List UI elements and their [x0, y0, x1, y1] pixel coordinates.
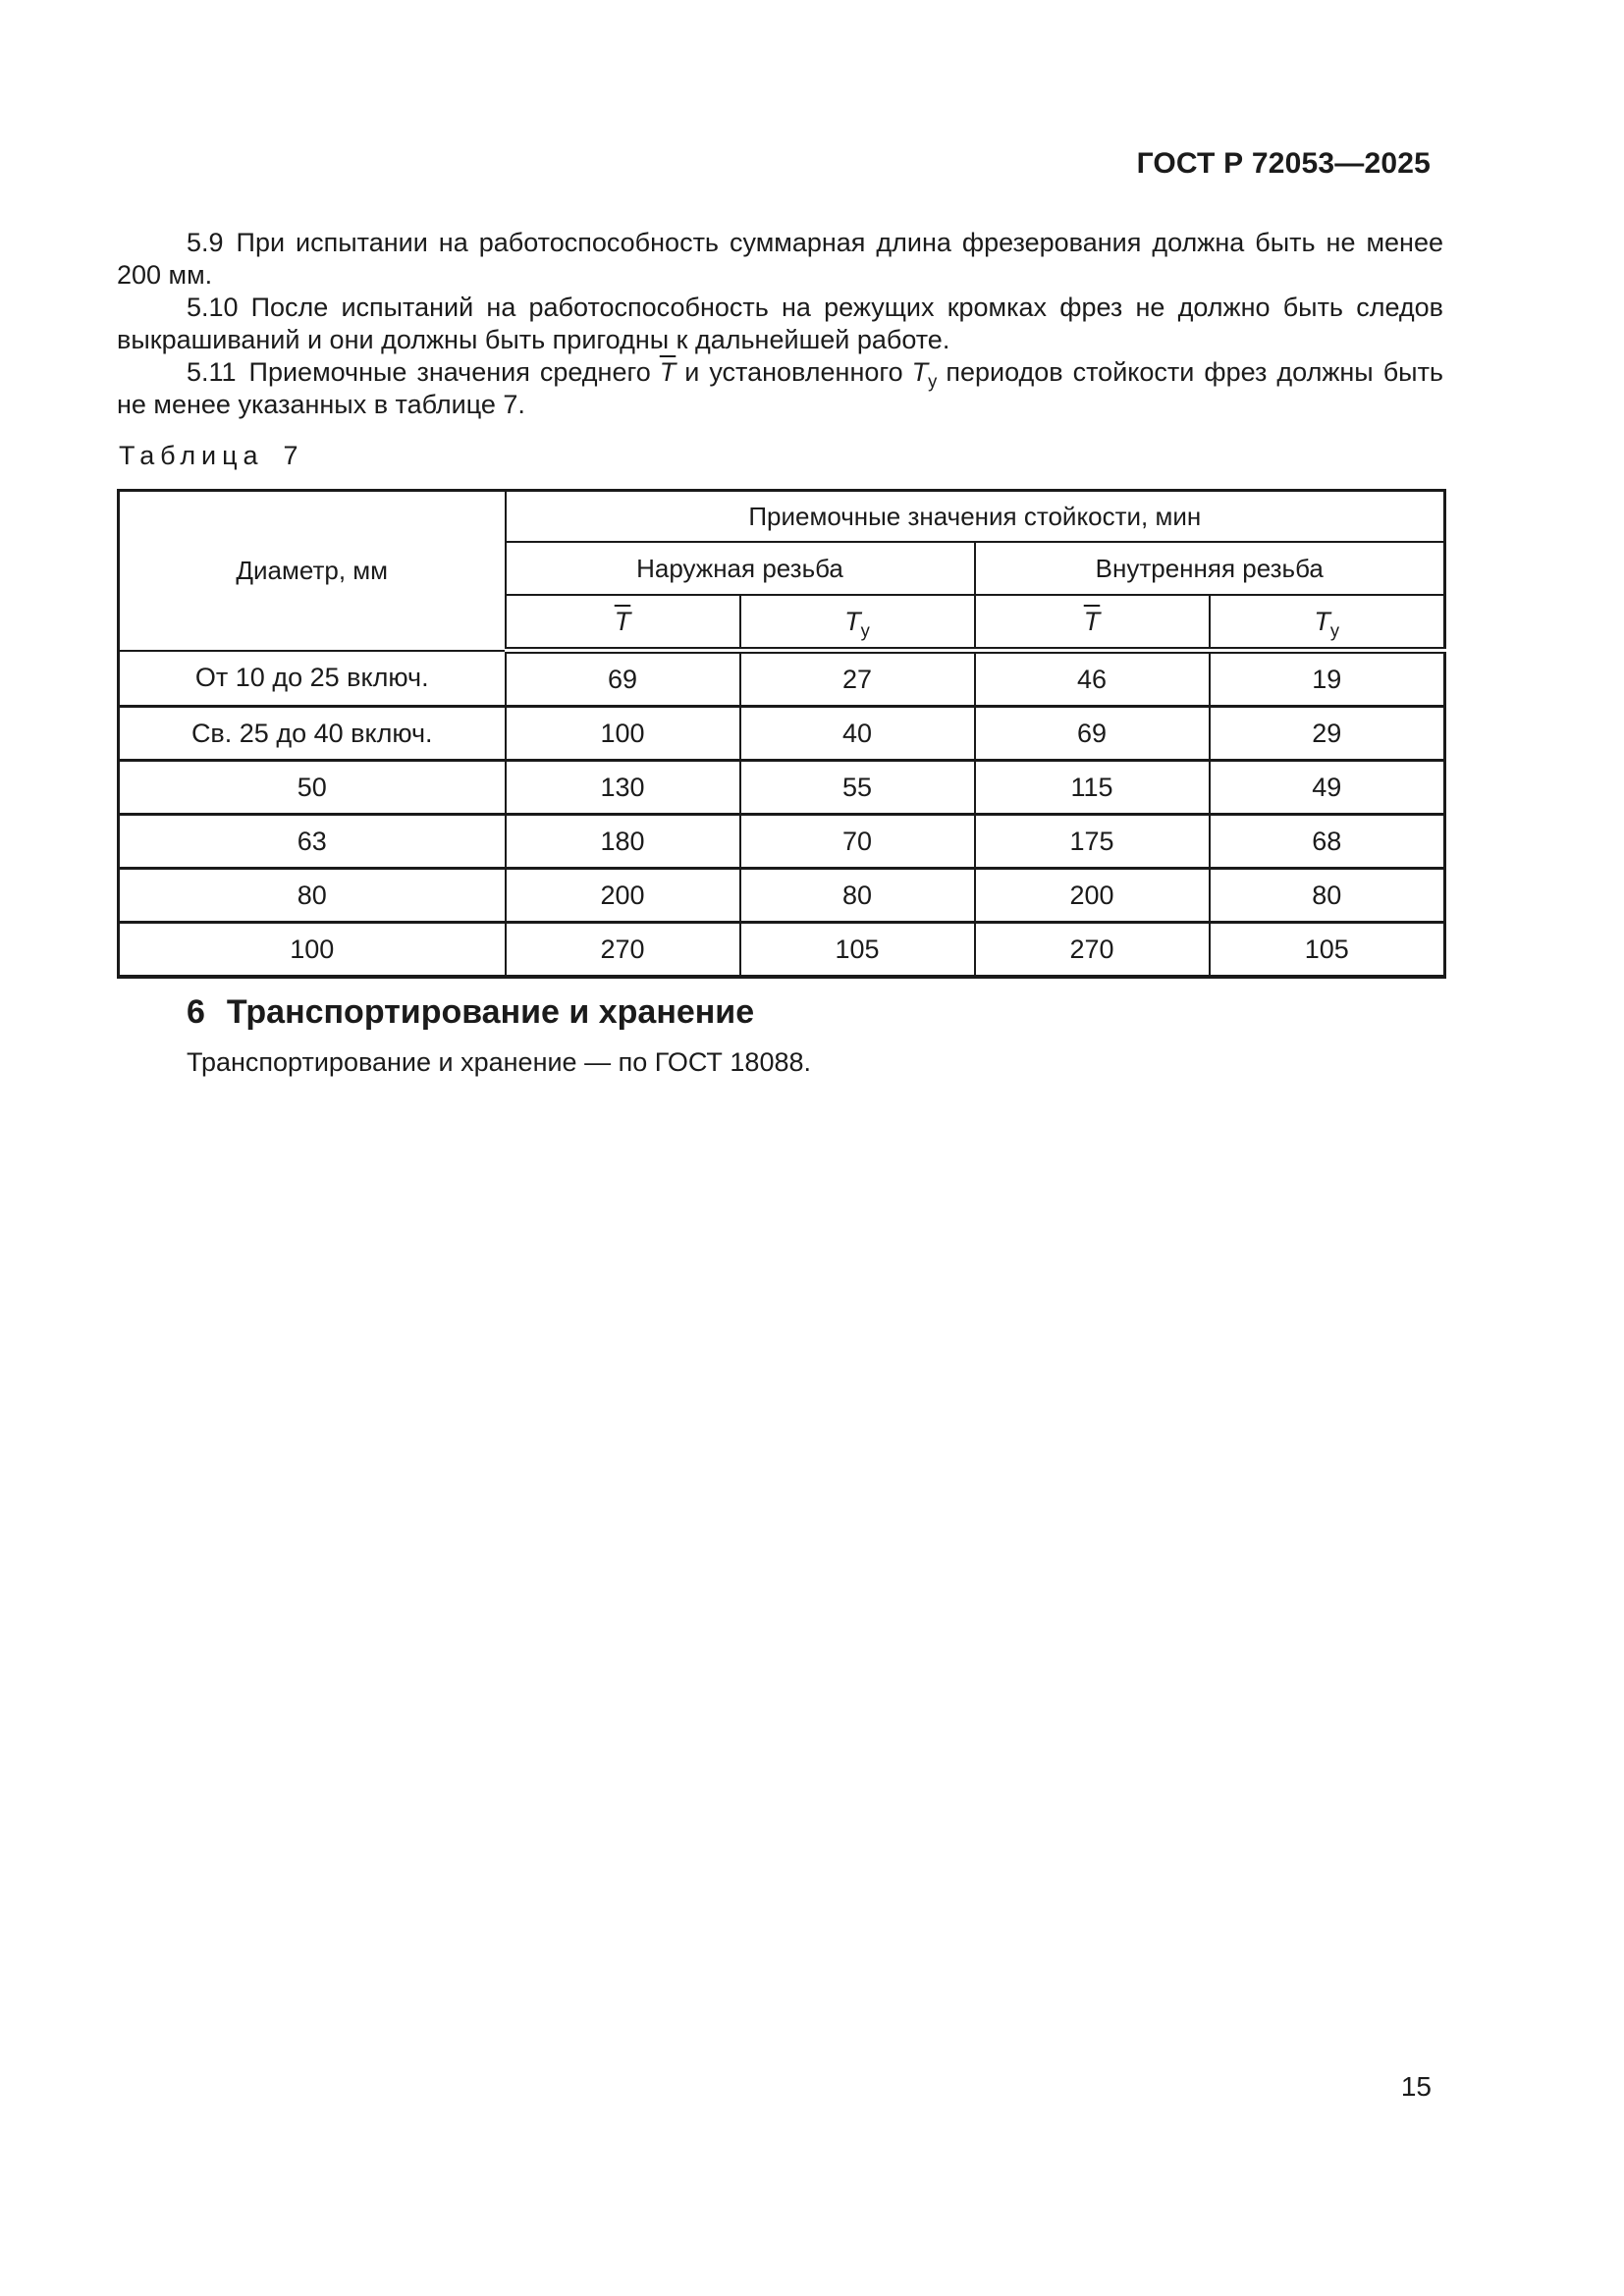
group-column-header: Приемочные значения стойкости, мин	[506, 491, 1445, 543]
set-period-header	[740, 595, 975, 651]
set-period-symbol: $T_у$	[1314, 606, 1340, 640]
table-cell: 175	[975, 815, 1210, 869]
table-row	[119, 707, 1445, 761]
table-cell: 80	[1210, 869, 1445, 923]
inner-thread-header: Внутренняя резьба	[975, 542, 1445, 595]
diameter-cell: От 10 до 25 включ.	[119, 651, 506, 707]
mean-period-symbol: $\overline{T}$	[1083, 606, 1101, 636]
paragraph-5-9	[117, 227, 1443, 292]
table-header-row	[119, 491, 1445, 543]
table-row	[119, 761, 1445, 815]
table-cell: 200	[975, 869, 1210, 923]
table-row	[119, 869, 1445, 923]
diameter-cell: 50	[119, 761, 506, 815]
mean-period-symbol: $\overline{T}$	[659, 357, 677, 387]
table-cell: 40	[740, 707, 975, 761]
diameter-column-header: Диаметр, мм	[119, 491, 506, 651]
set-period-header	[1210, 595, 1445, 651]
table-cell: 115	[975, 761, 1210, 815]
table-cell: 270	[506, 923, 740, 978]
mean-period-symbol: $\overline{T}$	[614, 606, 631, 636]
section-title: Транспортирование и хранение	[226, 993, 755, 1031]
clause-number: 5.9	[187, 228, 224, 257]
table-cell: 100	[506, 707, 740, 761]
table-cell: 80	[740, 869, 975, 923]
clause-text: и установленного	[684, 357, 903, 387]
table-row	[119, 923, 1445, 978]
clause-text: При испытании на работоспособность суммарная длина фрезерования должна быть не менее 200 мм.	[117, 228, 1443, 290]
diameter-cell: 80	[119, 869, 506, 923]
diameter-cell: Св. 25 до 40 включ.	[119, 707, 506, 761]
section-6-heading	[187, 993, 754, 1032]
mean-period-header	[975, 595, 1210, 651]
document-code: ГОСТ Р 72053—2025	[1136, 147, 1431, 180]
section-6-paragraph: Транспортирование и хранение — по ГОСТ 18088.	[187, 1047, 812, 1077]
table-row	[119, 651, 1445, 707]
clause-text: периодов стойкости фрез должны быть не менее указанных в таблице 7.	[117, 357, 1444, 419]
table-cell: 49	[1210, 761, 1445, 815]
table-cell: 68	[1210, 815, 1445, 869]
table-row	[119, 815, 1445, 869]
table-cell: 46	[975, 651, 1210, 707]
clause-number: 5.11	[187, 357, 237, 387]
clause-number: 5.10	[187, 293, 239, 322]
table-cell: 180	[506, 815, 740, 869]
set-period-symbol: $T_у$	[844, 606, 870, 640]
table-cell: 200	[506, 869, 740, 923]
paragraph-5-11	[117, 356, 1443, 421]
table-caption	[119, 441, 298, 471]
table-cell: 69	[975, 707, 1210, 761]
set-period-symbol: $T_у$	[911, 357, 938, 392]
table-cell: 130	[506, 761, 740, 815]
table-cell: 105	[1210, 923, 1445, 978]
table-cell: 105	[740, 923, 975, 978]
mean-period-header	[506, 595, 740, 651]
page-number: 15	[1400, 2071, 1432, 2102]
diameter-cell: 100	[119, 923, 506, 978]
table-cell: 70	[740, 815, 975, 869]
clauses-block	[117, 227, 1443, 421]
table-cell: 69	[506, 651, 740, 707]
clause-text: После испытаний на работоспособность на режущих кромках фрез не должно быть следов выкрашиваний и они должны быть пригодны к дальнейшей работе.	[117, 293, 1443, 354]
tool-life-table	[117, 489, 1446, 979]
table-cell: 270	[975, 923, 1210, 978]
outer-thread-header: Наружная резьба	[506, 542, 975, 595]
table-cell: 55	[740, 761, 975, 815]
table-cell: 27	[740, 651, 975, 707]
table-cell: 19	[1210, 651, 1445, 707]
diameter-cell: 63	[119, 815, 506, 869]
paragraph-5-10	[117, 292, 1443, 356]
section-number: 6	[187, 993, 205, 1031]
table-caption-number: 7	[283, 441, 298, 470]
table-cell: 29	[1210, 707, 1445, 761]
table-caption-word: Таблица	[119, 441, 264, 470]
clause-text: Приемочные значения среднего	[248, 357, 651, 387]
